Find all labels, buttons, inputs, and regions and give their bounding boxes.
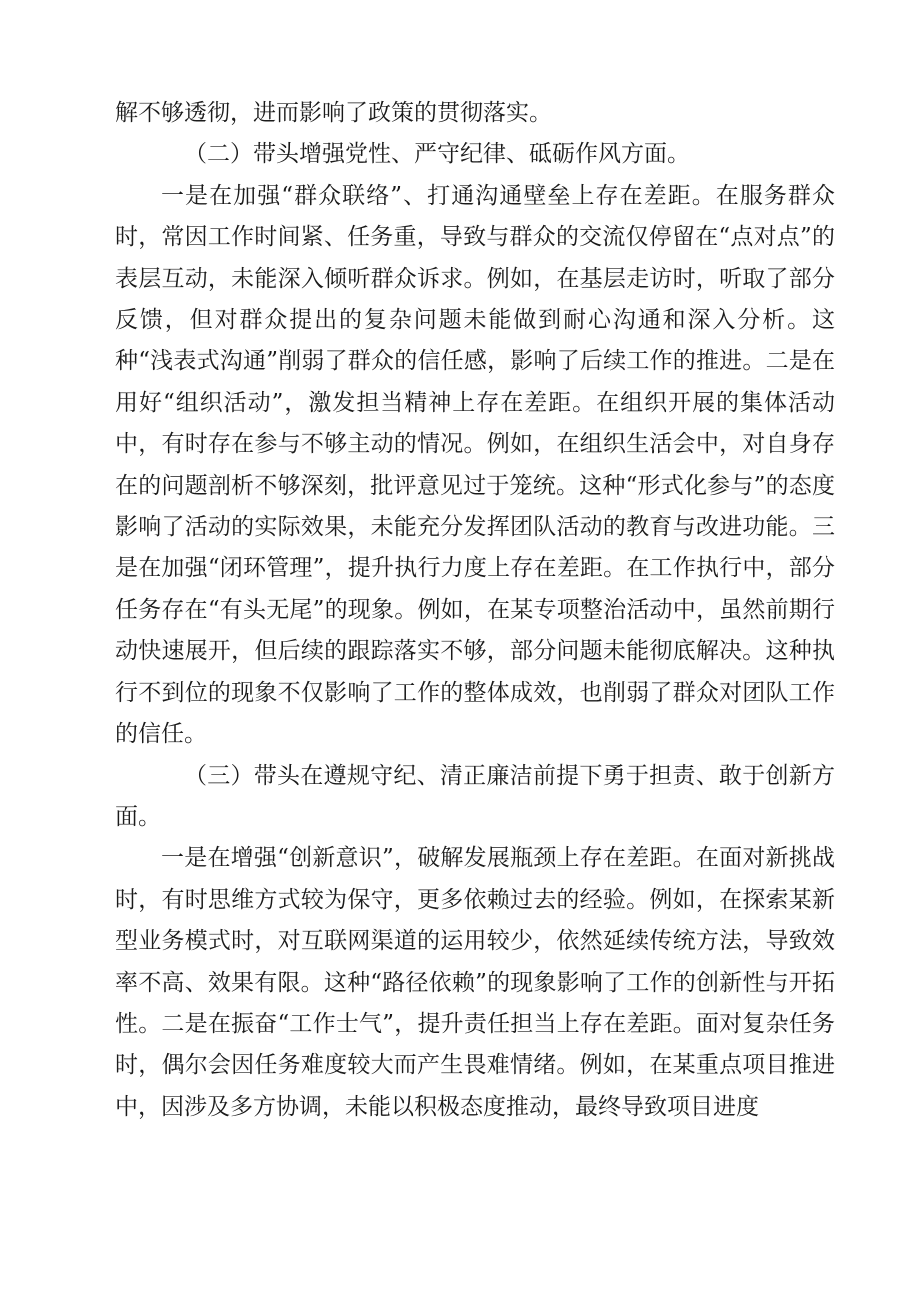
paragraph-continuation: 解不够透彻，进而影响了政策的贯彻落实。 — [115, 100, 552, 126]
section-heading-two: （二）带头增强党性、严守纪律、砥砺作风方面。 — [184, 141, 690, 168]
paragraph-section-three-body: 一是在增强“创新意识”，破解发展瓶颈上存在差距。在面对新挑战时，有时思维方式较为保守，更多依赖过去的经验。例如，在探索某新型业务模式时，对互联网渠道的运用较少，依然延续传统方法，导致效率不高、效果有限。这种“路径依赖”的现象影响了工作的创新性与开拓性。二是在振奋“工作士气”，提升责任担当上存在差距。面对复杂任务时，偶尔会因任务难度较大而产生畏难情绪。例如，在某重点项目推进中，因涉及多方协调，未能以积极态度推动，最终导致项目进度 — [115, 845, 835, 1120]
document-body — [115, 93, 835, 1128]
section-heading-three: （三）带头在遵规守纪、清正廉洁前提下勇于担责、敢于创新方面。 — [115, 762, 835, 830]
paragraph-section-two-body: 一是在加强“群众联络”、打通沟通壁垒上存在差距。在服务群众时，常因工作时间紧、任务重，导致与群众的交流仅停留在“点对点”的表层互动，未能深入倾听群众诉求。例如，在基层走访时，听取了部分反馈，但对群众提出的复杂问题未能做到耐心沟通和深入分析。这种“浅表式沟通”削弱了群众的信任感，影响了后续工作的推进。二是在用好“组织活动”，激发担当精神上存在差距。在组织开展的集体活动中，有时存在参与不够主动的情况。例如，在组织生活会中，对自身存在的问题剖析不够深刻，批评意见过于笼统。这种“形式化参与”的态度影响了活动的实际效果，未能充分发挥团队活动的教育与改进功能。三是在加强“闭环管理”，提升执行力度上存在差距。在工作执行中，部分任务存在“有头无尾”的现象。例如，在某专项整治活动中，虽然前期行动快速展开，但后续的跟踪落实不够，部分问题未能彻底解决。这种执行不到位的现象不仅影响了工作的整体成效，也削弱了群众对团队工作的信任。 — [115, 182, 835, 748]
